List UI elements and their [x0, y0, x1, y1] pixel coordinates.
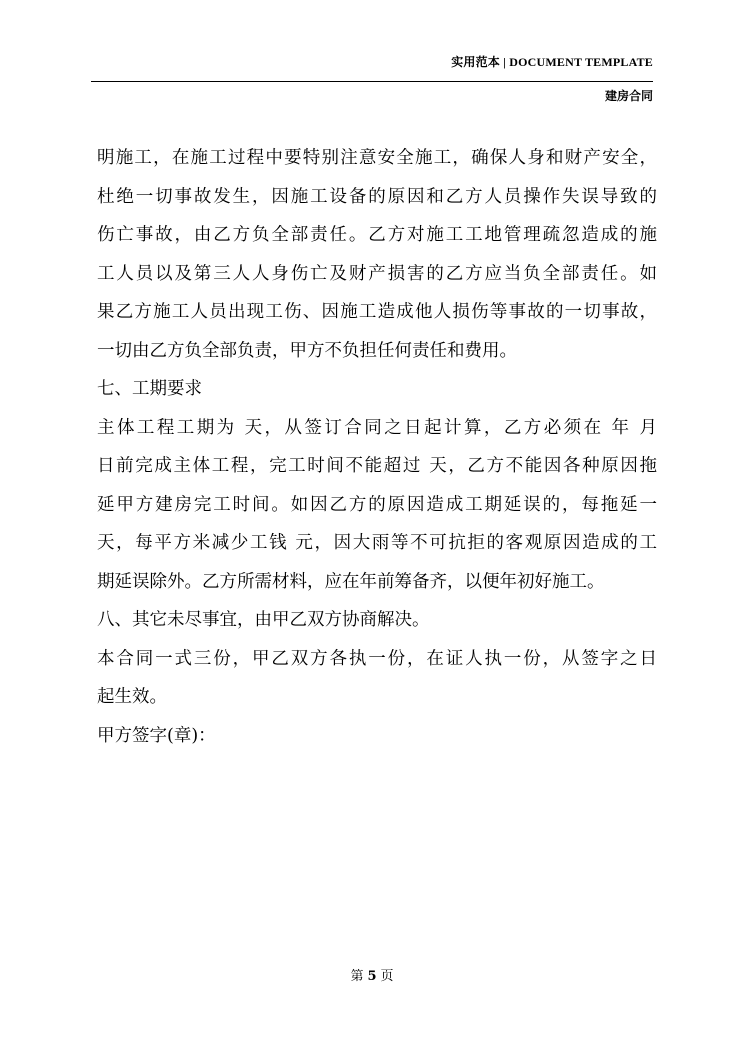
page-number: 5 [367, 969, 377, 984]
body-line: 延甲方建房完工时间。如因乙方的原因造成工期延误的，每拖延一 [97, 494, 657, 515]
page-prefix: 第 [350, 969, 364, 984]
page-suffix: 页 [380, 969, 394, 984]
header-title: 实用范本 | DOCUMENT TEMPLATE [451, 55, 653, 69]
body-line: 期延误除外。乙方所需材料，应在年前筹备齐，以便年初好施工。 [97, 571, 605, 592]
header-subtitle: 建房合同 [604, 89, 653, 103]
body-line: 明施工，在施工过程中要特别注意安全施工，确保人身和财产安全， [97, 148, 657, 168]
body-line: 工人员以及第三人人身伤亡及财产损害的乙方应当负全部责任。如 [97, 263, 657, 284]
header-divider [91, 81, 653, 82]
body-line: 天，每平方米减少工钱 元，因大雨等不可抗拒的客观原因造成的工 [97, 533, 657, 553]
body-line: 起生效。 [97, 687, 167, 707]
body-line: 日前完成主体工程，完工时间不能超过 天，乙方不能因各种原因拖 [97, 456, 657, 476]
page-footer [0, 965, 744, 984]
body-line: 杜绝一切事故发生，因施工设备的原因和乙方人员操作失误导致的 [97, 186, 657, 207]
body-line: 伤亡事故，由乙方负全部责任。乙方对施工工地管理疏忽造成的施 [97, 225, 657, 245]
section-heading: 七、工期要求 [97, 379, 202, 399]
section-heading: 八、其它未尽事宜，由甲乙双方协商解决。 [97, 610, 430, 630]
body-line: 一切由乙方负全部负责，甲方不负担任何责任和费用。 [97, 340, 517, 361]
body-line: 果乙方施工人员出现工伤、因施工造成他人损伤等事故的一切事故， [97, 302, 657, 322]
body-line: 主体工程工期为 天，从签订合同之日起计算，乙方必须在 年 月 [97, 417, 657, 438]
body-line: 本合同一式三份，甲乙双方各执一份，在证人执一份，从签字之日 [97, 648, 657, 669]
document-body [97, 139, 657, 755]
signature-label: 甲方签字(章)： [97, 725, 216, 746]
